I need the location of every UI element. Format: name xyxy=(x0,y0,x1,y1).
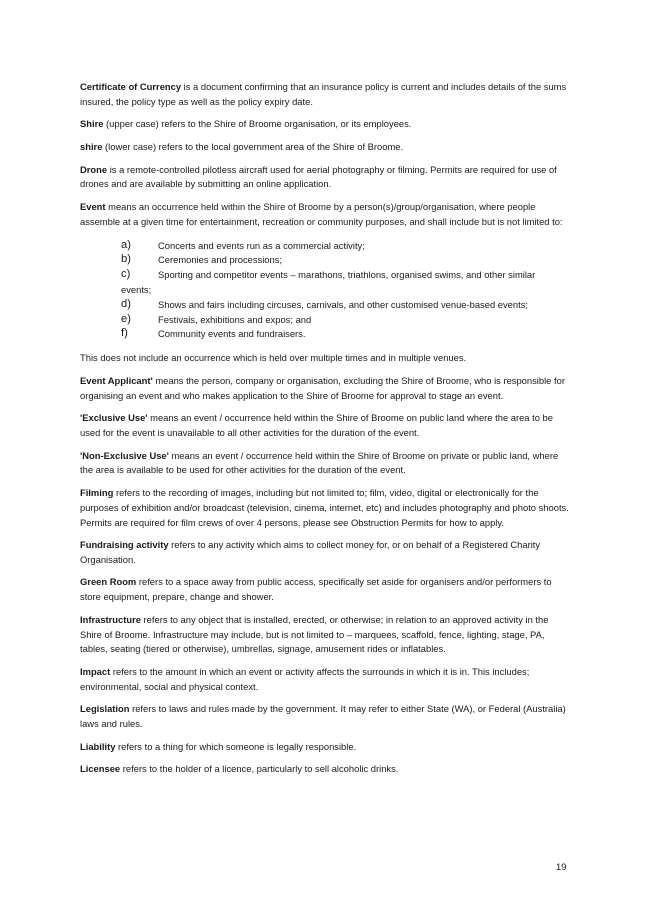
definition-fundraising-activity xyxy=(80,538,572,568)
definition-legislation xyxy=(80,702,572,732)
definition-term: Filming xyxy=(80,486,114,498)
list-item-text: Sporting and competitor events – marathons, triathlons, organised swims, and other similar xyxy=(158,269,536,281)
definition-text: means an event / occurrence held within the Shire of Broome on private or public land, where the area is available to be used for other activities for the duration of the event. xyxy=(80,449,559,476)
definition-green-room xyxy=(80,575,572,605)
definition-event-applicant xyxy=(80,374,572,404)
definition-text: refers to laws and rules made by the government. It may refer to either State (WA), or Federal (Australia) laws and rules. xyxy=(80,703,566,730)
definition-text: means the person, company or organisation, excluding the Shire of Broome, who is responsible for organising an event and who makes application to the Shire of Broome for approval to stage an event. xyxy=(80,374,565,401)
definition-text: means an event / occurrence held within the Shire of Broome on public land where the area to be used for the event is unavailable to all other activities for the duration of the event. xyxy=(80,412,553,438)
page-number: 19 xyxy=(556,861,567,872)
definition-shire-upper xyxy=(80,117,572,132)
list-item-text: Festivals, exhibitions and expos; and xyxy=(158,313,312,325)
definition-term: Licensee xyxy=(80,763,121,775)
definition-text: refers to the holder of a licence, particularly to sell alcoholic drinks. xyxy=(120,763,399,775)
definition-text: is a document confirming that an insurance policy is current and includes details of the sums insured, the policy type as well as the policy expiry date. xyxy=(80,81,567,107)
definition-term: shire xyxy=(80,140,103,152)
list-item xyxy=(80,327,572,342)
list-item xyxy=(80,268,572,298)
definition-liability xyxy=(80,740,572,755)
definition-term: Drone xyxy=(80,163,108,175)
event-note: This does not include an occurrence which is held over multiple times and in multiple venues. xyxy=(80,352,467,364)
list-item xyxy=(80,239,572,254)
list-marker: f) xyxy=(121,327,128,340)
list-item xyxy=(80,313,572,328)
definition-text: refers to the recording of images, including but not limited to; film, video, digital or electronically for the purposes of exhibition and/or broadcast (television, cinema, internet, etc) and includes photography and photo shoots. Permits are required for film crews of over 4 persons, please see Obstruction Permits for how to apply. xyxy=(80,486,569,528)
document-page xyxy=(80,80,572,785)
definition-text: refers to a thing for which someone is legally responsible. xyxy=(115,740,357,752)
definition-certificate-of-currency xyxy=(80,80,572,110)
list-item-text: Community events and fundraisers. xyxy=(158,328,306,340)
definition-term: Liability xyxy=(80,740,116,752)
definition-term: 'Exclusive Use' xyxy=(80,412,148,424)
list-marker: d) xyxy=(121,297,131,310)
list-item-continuation: events; xyxy=(121,283,152,295)
definition-term: Impact xyxy=(80,666,111,678)
definition-term: Event Applicant' xyxy=(80,374,153,386)
list-item-text: Concerts and events run as a commercial activity; xyxy=(158,239,365,251)
definition-term: Fundraising activity xyxy=(80,539,169,551)
definition-impact xyxy=(80,665,572,695)
definition-non-exclusive-use xyxy=(80,449,572,479)
definition-exclusive-use xyxy=(80,411,572,441)
definition-text: is a remote-controlled pilotless aircraft used for aerial photography or filming. Permits are required for use of drones and are available by submitting an online application. xyxy=(80,163,557,190)
definition-term: Infrastructure xyxy=(80,613,141,625)
definition-shire-lower xyxy=(80,140,572,155)
definition-term: Green Room xyxy=(80,576,137,588)
definition-text: (upper case) refers to the Shire of Broome organisation, or its employees. xyxy=(103,118,412,130)
definition-text: (lower case) refers to the local government area of the Shire of Broome. xyxy=(102,140,404,152)
list-item xyxy=(80,298,572,313)
definition-term: 'Non-Exclusive Use' xyxy=(80,449,169,461)
list-item-text: Shows and fairs including circuses, carnivals, and other customised venue-based events; xyxy=(158,298,528,310)
list-marker: a) xyxy=(121,238,131,251)
definition-text: refers to the amount in which an event or activity affects the surrounds in which it is in. This includes; environmental, social and physical context. xyxy=(80,666,530,692)
definition-term: Shire xyxy=(80,118,104,130)
definition-term: Legislation xyxy=(80,703,130,715)
definition-event xyxy=(80,200,572,230)
definition-filming xyxy=(80,486,572,530)
list-item xyxy=(80,253,572,268)
definition-text: means an occurrence held within the Shire of Broome by a person(s)/group/organisation, where people assemble at a given time for entertainment, recreation or community purposes, and shall include but is not limited to: xyxy=(80,200,563,227)
definition-text: refers to a space away from public access, specifically set aside for organisers and/or performers to store equipment, prepare, change and shower. xyxy=(80,576,552,603)
event-list xyxy=(80,239,572,343)
list-marker: e) xyxy=(121,312,131,325)
definition-text: refers to any object that is installed, erected, or otherwise; in relation to an approved activity in the Shire of Broome. Infrastructure may include, but is not limited to – marquees, scaffold, fence, lighting, stage, PA, tables, seating (tiered or otherwise), umbrellas, signage, amusement rides or inflatables. xyxy=(80,613,549,655)
definition-infrastructure xyxy=(80,613,572,657)
list-item-text: Ceremonies and processions; xyxy=(158,254,283,266)
list-marker: c) xyxy=(121,268,131,281)
definition-term: Event xyxy=(80,200,106,212)
definition-licensee xyxy=(80,762,572,777)
list-marker: b) xyxy=(121,253,131,266)
definition-term: Certificate of Currency xyxy=(80,81,182,92)
definition-text: refers to any activity which aims to collect money for, or on behalf of a Registered Charity Organisation. xyxy=(80,539,541,565)
definition-drone xyxy=(80,163,572,193)
